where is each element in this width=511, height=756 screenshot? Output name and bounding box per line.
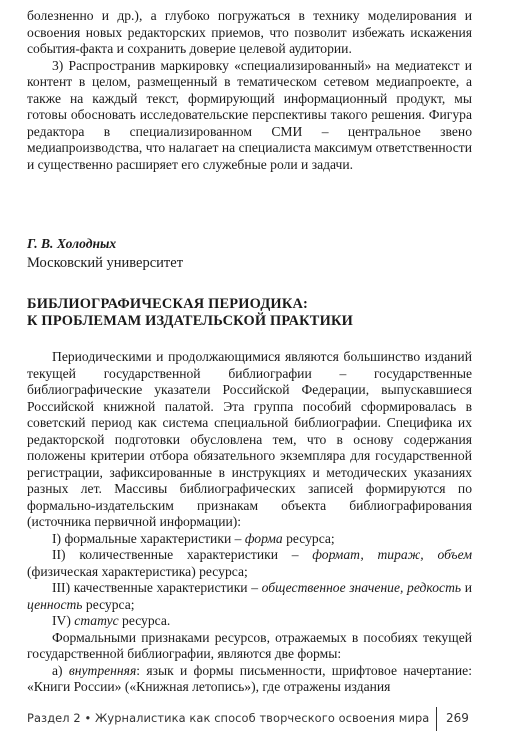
list-item-3 [27, 580, 472, 613]
list-item-1-suffix: ресурса; [282, 530, 335, 546]
list-item-3-emphasis-2: ценность [27, 596, 83, 612]
author-affiliation: Московский университет [27, 255, 184, 271]
running-footer-section: Раздел 2 • Журналистика как способ творческого освоения мира [27, 711, 430, 725]
list-item-2-suffix: (физическая характеристика) ресурса; [27, 563, 248, 579]
list-item-2 [27, 547, 472, 580]
list-item-a-marker: а) [52, 662, 69, 678]
paragraph-intro: Периодическими и продолжающимися являются большинство изданий текущей государственной библиографии – государственные библиографические указатели Российской Федерации, выпускавшиеся Российской книжной палатой. Эта группа пособий сформировалась в советский период как система специальной библиографии. Специфика их редакторской подготовки обусловлена тем, что в основу содержания положены критерии отбора обязательного экземпляра для государственной регистрации, зафиксированные в инструкциях и методических указаниях разных лет. Массивы библиографических записей формируются по формально-издательским признакам объекта библиографирования (источника первичной информации): [27, 349, 472, 529]
list-item-3-text: III) качественные характеристики – [52, 580, 262, 595]
paragraph-continuation: болезненно и др.), а глубоко погружаться в технику моделирования и освоения новых редакторских приемов, что позволит избежать искажения события-факта и сохранить доверие целевой аудитории. [27, 8, 472, 56]
article-title [27, 296, 472, 330]
list-item-4-suffix: ресурса. [118, 613, 171, 628]
list-item-a-emphasis: внутренняя [68, 662, 137, 678]
list-item-4-emphasis: статус [74, 613, 119, 628]
continued-text-block [27, 8, 472, 173]
list-item-4 [27, 613, 472, 630]
list-item-a-text: : язык и формы письменности, шрифтовое начертание: «Книги России» («Книжная летопись»), где отражены издания [27, 662, 472, 694]
list-item-3-emphasis: общественное значение, редкость [261, 580, 462, 595]
page-number: 269 [446, 711, 469, 725]
author-name: Г. В. Холодных [27, 236, 117, 251]
article-title-line-1: БИБЛИОГРАФИЧЕСКАЯ ПЕРИОДИКА: [27, 296, 309, 312]
list-item-2-emphasis: формат, тираж, объем [312, 547, 472, 562]
list-item-a [27, 663, 472, 696]
page-footer [27, 707, 472, 729]
article-body [27, 349, 472, 696]
list-item-2-text: II) количественные характеристики – [52, 547, 313, 562]
list-item-1 [27, 531, 472, 548]
list-item-3-suffix: ресурса; [82, 596, 135, 612]
list-item-4-text: IV) [52, 613, 75, 628]
article-title-line-2: К ПРОБЛЕМАМ ИЗДАТЕЛЬСКОЙ ПРАКТИКИ [27, 313, 354, 329]
footer-divider [436, 707, 437, 731]
list-item-1-emphasis: форма [244, 530, 283, 546]
list-item-1-text: I) формальные характеристики – [52, 530, 245, 546]
paragraph-item-3: 3) Распространив маркировку «специализированный» на медиатекст и контент в целом, размещенный в тематическом сетевом медиапроекте, а также на каждый текст, формирующий информационный продукт, мы готовы обосновать исследовательские перспективы такого решения. Фигура редактора в специализированном СМИ – центральное звено медиапроизводства, что налагает на специалиста максимум ответственности и существенно расширяет его служебные роли и задачи. [27, 57, 472, 172]
paragraph-formal-features: Формальными признаками ресурсов, отражаемых в пособиях текущей государственной библиографии, являются две формы: [27, 629, 472, 661]
list-item-3-mid: и [461, 580, 472, 595]
